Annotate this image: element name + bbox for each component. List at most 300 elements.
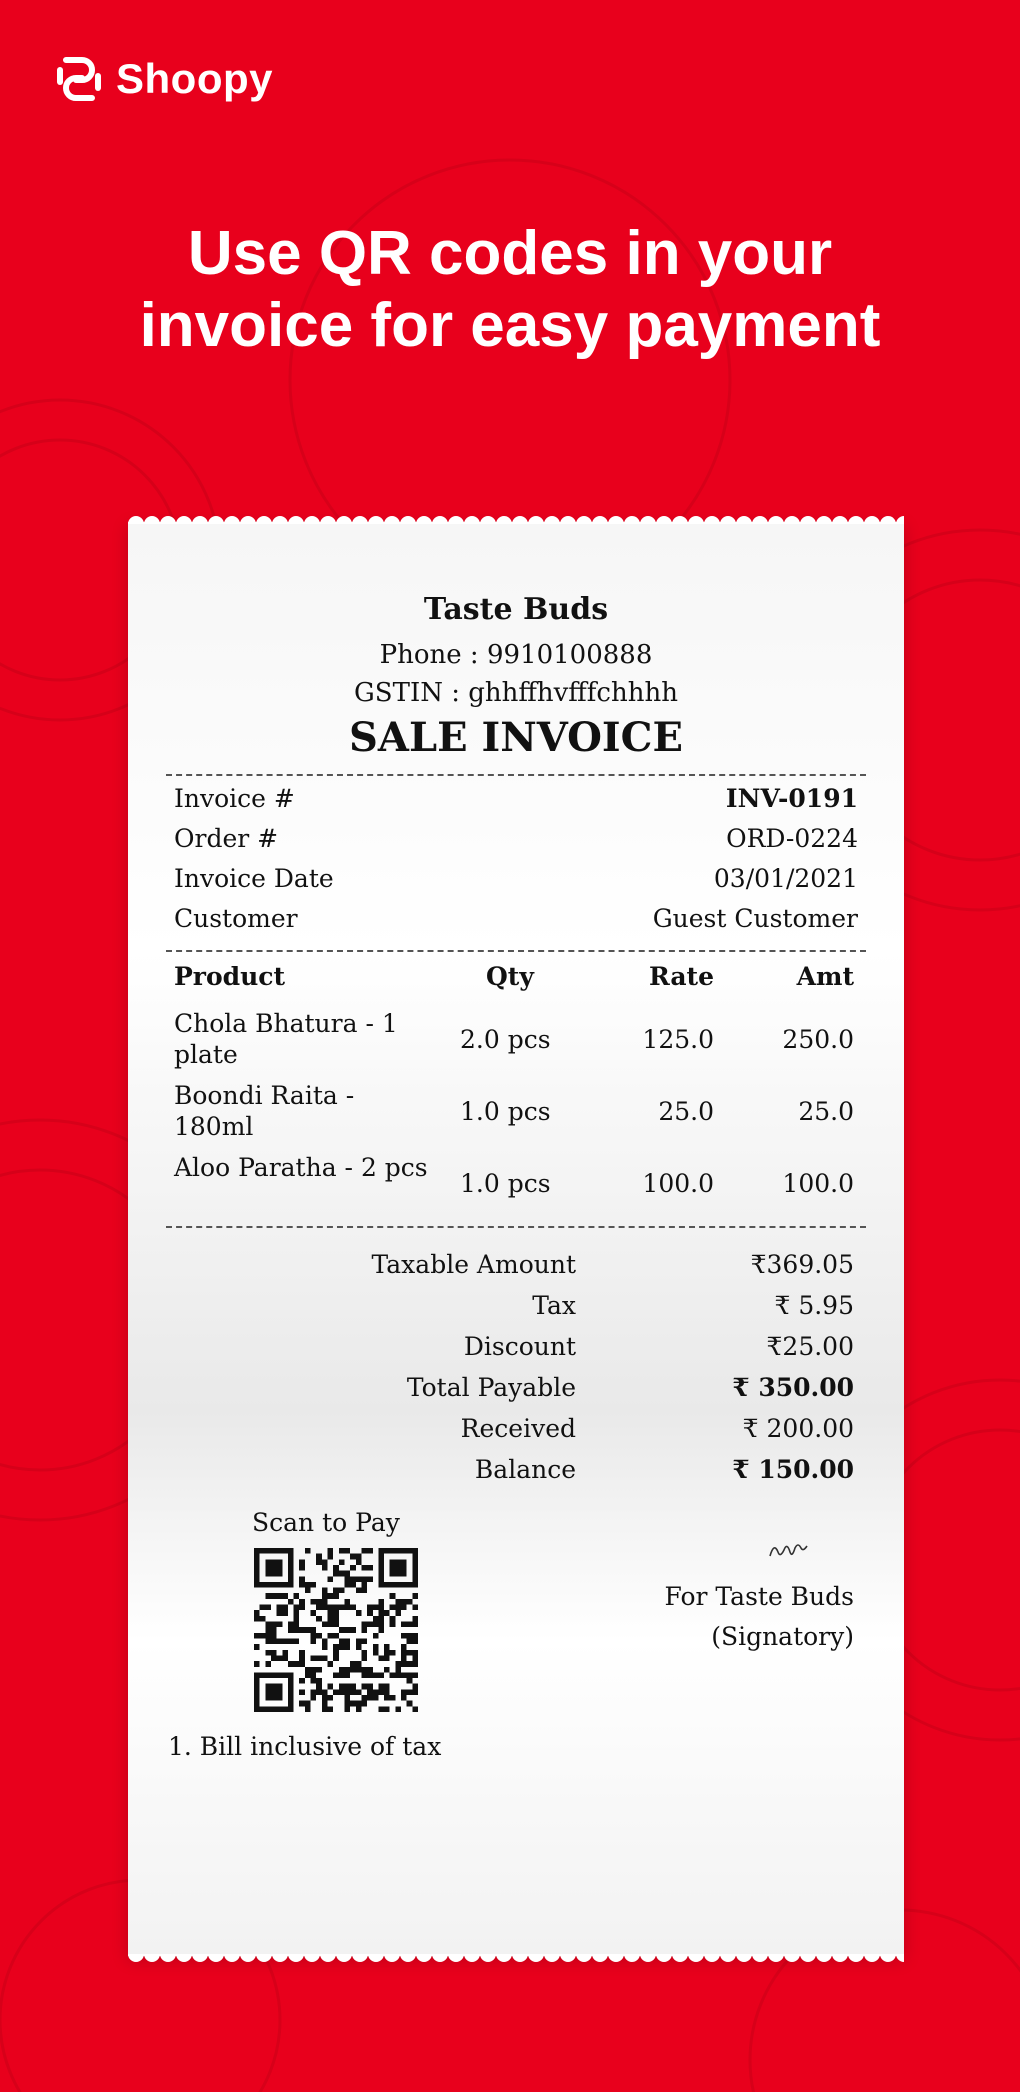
qr-module bbox=[316, 1655, 322, 1661]
qr-module bbox=[316, 1684, 322, 1690]
qr-module bbox=[265, 1571, 271, 1577]
qr-module bbox=[282, 1610, 288, 1616]
qr-module bbox=[288, 1622, 294, 1628]
qr-module bbox=[407, 1622, 413, 1628]
qr-module bbox=[282, 1672, 288, 1678]
qr-module bbox=[407, 1633, 413, 1639]
qr-module bbox=[265, 1627, 271, 1633]
qr-module bbox=[328, 1605, 334, 1611]
qr-module bbox=[316, 1605, 322, 1611]
qr-module bbox=[294, 1593, 300, 1599]
qr-module bbox=[322, 1701, 328, 1707]
qr-module bbox=[373, 1689, 379, 1695]
qr-module bbox=[260, 1605, 266, 1611]
qr-module bbox=[282, 1650, 288, 1656]
qr-module bbox=[344, 1638, 350, 1644]
qr-module bbox=[378, 1706, 384, 1712]
qr-module bbox=[282, 1638, 288, 1644]
qr-module bbox=[339, 1605, 345, 1611]
qr-module bbox=[407, 1678, 413, 1684]
qr-module bbox=[265, 1622, 271, 1628]
qr-module bbox=[339, 1638, 345, 1644]
qr-module bbox=[401, 1661, 407, 1667]
item-rate: 100.0 bbox=[642, 1169, 714, 1198]
qr-module bbox=[299, 1582, 305, 1588]
qr-module bbox=[401, 1644, 407, 1650]
qr-module bbox=[322, 1689, 328, 1695]
payment-qr-code[interactable] bbox=[254, 1548, 418, 1712]
qr-module bbox=[361, 1655, 367, 1661]
qr-module bbox=[277, 1571, 283, 1577]
qr-module bbox=[260, 1582, 266, 1588]
qr-module bbox=[361, 1684, 367, 1690]
qr-module bbox=[401, 1633, 407, 1639]
qr-module bbox=[282, 1706, 288, 1712]
qr-module bbox=[254, 1684, 260, 1690]
qr-module bbox=[265, 1582, 271, 1588]
summary-label: Discount bbox=[463, 1332, 576, 1361]
qr-module bbox=[378, 1548, 384, 1554]
qr-module bbox=[373, 1622, 379, 1628]
qr-module bbox=[254, 1689, 260, 1695]
item-qty: 1.0 pcs bbox=[460, 1097, 551, 1126]
qr-module bbox=[390, 1605, 396, 1611]
qr-module bbox=[333, 1650, 339, 1656]
qr-module bbox=[288, 1554, 294, 1560]
qr-module bbox=[356, 1701, 362, 1707]
divider bbox=[166, 774, 866, 776]
qr-module bbox=[322, 1622, 328, 1628]
qr-module bbox=[299, 1689, 305, 1695]
qr-module bbox=[344, 1695, 350, 1701]
qr-module bbox=[412, 1582, 418, 1588]
qr-module bbox=[367, 1605, 373, 1611]
qr-module bbox=[254, 1678, 260, 1684]
qr-module bbox=[288, 1627, 294, 1633]
meta-value: Guest Customer bbox=[652, 904, 858, 933]
qr-module bbox=[378, 1684, 384, 1690]
qr-module bbox=[271, 1559, 277, 1565]
qr-module bbox=[361, 1650, 367, 1656]
signature-scribble bbox=[768, 1538, 810, 1564]
qr-module bbox=[305, 1667, 311, 1673]
qr-module bbox=[390, 1616, 396, 1622]
summary-row-discount bbox=[128, 1332, 904, 1368]
qr-module bbox=[288, 1701, 294, 1707]
qr-module bbox=[299, 1650, 305, 1656]
qr-module bbox=[401, 1565, 407, 1571]
qr-module bbox=[384, 1667, 390, 1673]
qr-module bbox=[401, 1672, 407, 1678]
qr-module bbox=[254, 1672, 260, 1678]
meta-row-order-number bbox=[174, 824, 858, 860]
qr-module bbox=[271, 1672, 277, 1678]
qr-module bbox=[299, 1655, 305, 1661]
qr-module bbox=[328, 1706, 334, 1712]
qr-module bbox=[378, 1571, 384, 1577]
qr-module bbox=[316, 1667, 322, 1673]
qr-module bbox=[412, 1638, 418, 1644]
qr-module bbox=[265, 1689, 271, 1695]
summary-row-tax bbox=[128, 1291, 904, 1327]
qr-module bbox=[311, 1638, 317, 1644]
qr-module bbox=[271, 1695, 277, 1701]
qr-module bbox=[265, 1650, 271, 1656]
qr-module bbox=[367, 1672, 373, 1678]
qr-module bbox=[390, 1582, 396, 1588]
qr-module bbox=[277, 1593, 283, 1599]
qr-module bbox=[282, 1582, 288, 1588]
qr-module bbox=[288, 1582, 294, 1588]
item-rate: 25.0 bbox=[658, 1097, 714, 1126]
qr-module bbox=[288, 1678, 294, 1684]
qr-module bbox=[344, 1571, 350, 1577]
qr-module bbox=[407, 1650, 413, 1656]
qr-module bbox=[322, 1605, 328, 1611]
qr-module bbox=[350, 1684, 356, 1690]
qr-module bbox=[254, 1576, 260, 1582]
qr-module bbox=[333, 1616, 339, 1622]
receipt-bottom-edge bbox=[128, 1954, 904, 1968]
qr-module bbox=[356, 1706, 362, 1712]
qr-module bbox=[412, 1661, 418, 1667]
qr-module bbox=[412, 1616, 418, 1622]
qr-module bbox=[288, 1576, 294, 1582]
qr-module bbox=[350, 1576, 356, 1582]
qr-module bbox=[277, 1638, 283, 1644]
qr-module bbox=[412, 1706, 418, 1712]
qr-module bbox=[271, 1689, 277, 1695]
meta-label: Invoice # bbox=[174, 784, 295, 813]
qr-module bbox=[356, 1610, 362, 1616]
qr-module bbox=[373, 1616, 379, 1622]
qr-module bbox=[322, 1695, 328, 1701]
qr-module bbox=[344, 1672, 350, 1678]
summary-label: Tax bbox=[532, 1291, 576, 1320]
qr-module bbox=[316, 1616, 322, 1622]
qr-module bbox=[395, 1559, 401, 1565]
qr-module bbox=[322, 1638, 328, 1644]
qr-module bbox=[356, 1576, 362, 1582]
qr-module bbox=[288, 1689, 294, 1695]
qr-module bbox=[277, 1605, 283, 1611]
qr-module bbox=[361, 1667, 367, 1673]
item-product: Chola Bhatura - 1 plate bbox=[174, 1009, 398, 1069]
qr-module bbox=[412, 1650, 418, 1656]
qr-module bbox=[378, 1627, 384, 1633]
qr-module bbox=[395, 1548, 401, 1554]
qr-module bbox=[384, 1610, 390, 1616]
qr-module bbox=[412, 1593, 418, 1599]
qr-module bbox=[339, 1588, 345, 1594]
qr-module bbox=[395, 1610, 401, 1616]
qr-module bbox=[384, 1695, 390, 1701]
qr-module bbox=[412, 1689, 418, 1695]
qr-module bbox=[271, 1571, 277, 1577]
qr-module bbox=[277, 1684, 283, 1690]
qr-module bbox=[407, 1582, 413, 1588]
qr-module bbox=[288, 1695, 294, 1701]
qr-module bbox=[277, 1706, 283, 1712]
qr-module bbox=[322, 1588, 328, 1594]
qr-module bbox=[288, 1571, 294, 1577]
invoice-title: SALE INVOICE bbox=[349, 714, 683, 761]
qr-module bbox=[361, 1638, 367, 1644]
qr-module bbox=[373, 1644, 379, 1650]
summary-value: ₹ 5.95 bbox=[774, 1291, 854, 1320]
qr-module bbox=[384, 1644, 390, 1650]
qr-module bbox=[344, 1644, 350, 1650]
qr-module bbox=[305, 1548, 311, 1554]
qr-module bbox=[288, 1706, 294, 1712]
qr-module bbox=[299, 1599, 305, 1605]
qr-module bbox=[395, 1661, 401, 1667]
qr-module bbox=[277, 1559, 283, 1565]
qr-module bbox=[294, 1627, 300, 1633]
qr-module bbox=[356, 1689, 362, 1695]
qr-module bbox=[401, 1582, 407, 1588]
qr-module bbox=[277, 1695, 283, 1701]
qr-module bbox=[344, 1684, 350, 1690]
qr-module bbox=[311, 1672, 317, 1678]
qr-module bbox=[384, 1655, 390, 1661]
qr-module bbox=[288, 1684, 294, 1690]
qr-module bbox=[412, 1622, 418, 1628]
qr-module bbox=[395, 1605, 401, 1611]
receipt-top-edge bbox=[128, 510, 904, 524]
meta-value: INV-0191 bbox=[725, 784, 858, 813]
qr-module bbox=[367, 1610, 373, 1616]
qr-module bbox=[361, 1548, 367, 1554]
summary-label: Taxable Amount bbox=[371, 1250, 576, 1279]
meta-row-invoice-number bbox=[174, 784, 858, 820]
meta-value: 03/01/2021 bbox=[713, 864, 858, 893]
qr-module bbox=[339, 1667, 345, 1673]
qr-module bbox=[254, 1554, 260, 1560]
meta-row-invoice-date bbox=[174, 864, 858, 900]
item-qty: 2.0 pcs bbox=[460, 1025, 551, 1054]
qr-module bbox=[350, 1565, 356, 1571]
qr-module bbox=[311, 1678, 317, 1684]
qr-module bbox=[401, 1605, 407, 1611]
store-name: Taste Buds bbox=[423, 592, 609, 627]
qr-module bbox=[361, 1582, 367, 1588]
qr-module bbox=[328, 1633, 334, 1639]
qr-module bbox=[271, 1582, 277, 1588]
qr-module bbox=[361, 1565, 367, 1571]
qr-module bbox=[344, 1701, 350, 1707]
qr-module bbox=[277, 1689, 283, 1695]
brand-logo bbox=[52, 52, 273, 106]
qr-module bbox=[299, 1678, 305, 1684]
meta-row-customer bbox=[174, 904, 858, 940]
qr-module bbox=[254, 1695, 260, 1701]
qr-module bbox=[271, 1706, 277, 1712]
qr-module bbox=[254, 1661, 260, 1667]
qr-module bbox=[328, 1616, 334, 1622]
headline: Use QR codes in your invoice for easy payment bbox=[139, 219, 881, 360]
summary-label: Received bbox=[460, 1414, 576, 1443]
qr-module bbox=[378, 1554, 384, 1560]
qr-module bbox=[390, 1571, 396, 1577]
qr-module bbox=[254, 1582, 260, 1588]
qr-module bbox=[378, 1616, 384, 1622]
qr-module bbox=[356, 1554, 362, 1560]
qr-module bbox=[277, 1582, 283, 1588]
qr-module bbox=[344, 1582, 350, 1588]
qr-module bbox=[373, 1650, 379, 1656]
item-rate: 125.0 bbox=[642, 1025, 714, 1054]
qr-module bbox=[361, 1695, 367, 1701]
qr-module bbox=[277, 1610, 283, 1616]
qr-module bbox=[271, 1548, 277, 1554]
qr-module bbox=[378, 1655, 384, 1661]
qr-module bbox=[294, 1638, 300, 1644]
qr-module bbox=[401, 1689, 407, 1695]
qr-module bbox=[254, 1559, 260, 1565]
qr-module bbox=[361, 1588, 367, 1594]
qr-module bbox=[282, 1593, 288, 1599]
qr-module bbox=[384, 1548, 390, 1554]
qr-module bbox=[339, 1672, 345, 1678]
qr-module bbox=[322, 1644, 328, 1650]
qr-module bbox=[373, 1633, 379, 1639]
qr-module bbox=[384, 1684, 390, 1690]
qr-module bbox=[311, 1655, 317, 1661]
qr-module bbox=[367, 1684, 373, 1690]
qr-module bbox=[311, 1627, 317, 1633]
invoice-receipt bbox=[128, 522, 904, 1956]
qr-module bbox=[322, 1706, 328, 1712]
qr-module bbox=[254, 1644, 260, 1650]
qr-module bbox=[271, 1650, 277, 1656]
qr-module bbox=[271, 1627, 277, 1633]
qr-module bbox=[367, 1548, 373, 1554]
qr-module bbox=[373, 1672, 379, 1678]
qr-module bbox=[282, 1655, 288, 1661]
qr-module bbox=[316, 1689, 322, 1695]
qr-module bbox=[384, 1706, 390, 1712]
qr-module bbox=[344, 1548, 350, 1554]
divider bbox=[166, 950, 866, 952]
qr-module bbox=[260, 1548, 266, 1554]
qr-module bbox=[277, 1672, 283, 1678]
qr-module bbox=[311, 1695, 317, 1701]
qr-module bbox=[378, 1622, 384, 1628]
qr-module bbox=[271, 1565, 277, 1571]
qr-module bbox=[395, 1582, 401, 1588]
qr-module bbox=[305, 1588, 311, 1594]
qr-module bbox=[350, 1689, 356, 1695]
qr-module bbox=[265, 1633, 271, 1639]
qr-module bbox=[350, 1627, 356, 1633]
divider bbox=[166, 1226, 866, 1228]
qr-module bbox=[373, 1605, 379, 1611]
column-header-amt: Amt bbox=[796, 962, 854, 991]
qr-module bbox=[333, 1622, 339, 1628]
qr-module bbox=[322, 1565, 328, 1571]
qr-module bbox=[277, 1655, 283, 1661]
qr-module bbox=[260, 1616, 266, 1622]
qr-module bbox=[356, 1638, 362, 1644]
qr-module bbox=[333, 1655, 339, 1661]
qr-module bbox=[328, 1610, 334, 1616]
qr-module bbox=[333, 1571, 339, 1577]
qr-module bbox=[378, 1599, 384, 1605]
qr-module bbox=[407, 1599, 413, 1605]
summary-label: Balance bbox=[474, 1455, 576, 1484]
item-amt: 25.0 bbox=[798, 1097, 854, 1126]
qr-module bbox=[390, 1622, 396, 1628]
qr-module bbox=[288, 1661, 294, 1667]
qr-module bbox=[401, 1548, 407, 1554]
qr-module bbox=[333, 1565, 339, 1571]
scan-to-pay-label: Scan to Pay bbox=[252, 1508, 400, 1537]
qr-module bbox=[316, 1559, 322, 1565]
qr-module bbox=[305, 1627, 311, 1633]
qr-module bbox=[277, 1548, 283, 1554]
qr-module bbox=[311, 1633, 317, 1639]
qr-module bbox=[333, 1588, 339, 1594]
qr-module bbox=[412, 1571, 418, 1577]
qr-module bbox=[356, 1588, 362, 1594]
qr-module bbox=[254, 1548, 260, 1554]
shoopy-logo-icon bbox=[52, 52, 106, 106]
qr-module bbox=[401, 1559, 407, 1565]
qr-module bbox=[282, 1605, 288, 1611]
qr-module bbox=[361, 1627, 367, 1633]
qr-module bbox=[384, 1689, 390, 1695]
qr-module bbox=[407, 1548, 413, 1554]
qr-module bbox=[378, 1576, 384, 1582]
summary-value: ₹369.05 bbox=[750, 1250, 854, 1279]
signatory-label: (Signatory) bbox=[711, 1622, 854, 1651]
qr-module bbox=[407, 1701, 413, 1707]
qr-module bbox=[367, 1667, 373, 1673]
qr-module bbox=[339, 1684, 345, 1690]
column-header-qty: Qty bbox=[486, 962, 534, 991]
qr-module bbox=[361, 1576, 367, 1582]
store-phone: Phone : 9910100888 bbox=[379, 640, 653, 670]
qr-module bbox=[265, 1661, 271, 1667]
qr-module bbox=[412, 1684, 418, 1690]
qr-module bbox=[322, 1655, 328, 1661]
brand-name: Shoopy bbox=[116, 55, 273, 102]
item-product: Aloo Paratha - 2 pcs bbox=[174, 1153, 428, 1182]
qr-module bbox=[265, 1706, 271, 1712]
qr-module bbox=[350, 1605, 356, 1611]
qr-module bbox=[333, 1689, 339, 1695]
qr-module bbox=[277, 1565, 283, 1571]
qr-module bbox=[350, 1554, 356, 1560]
qr-module bbox=[288, 1559, 294, 1565]
qr-module bbox=[395, 1706, 401, 1712]
qr-module bbox=[412, 1605, 418, 1611]
qr-module bbox=[367, 1689, 373, 1695]
qr-module bbox=[254, 1610, 260, 1616]
qr-module bbox=[294, 1622, 300, 1628]
qr-module bbox=[271, 1593, 277, 1599]
qr-module bbox=[265, 1548, 271, 1554]
qr-module bbox=[265, 1684, 271, 1690]
qr-module bbox=[356, 1667, 362, 1673]
qr-module bbox=[395, 1571, 401, 1577]
qr-module bbox=[390, 1650, 396, 1656]
qr-module bbox=[390, 1672, 396, 1678]
qr-module bbox=[339, 1571, 345, 1577]
qr-module bbox=[339, 1627, 345, 1633]
summary-value: ₹ 200.00 bbox=[742, 1414, 854, 1443]
